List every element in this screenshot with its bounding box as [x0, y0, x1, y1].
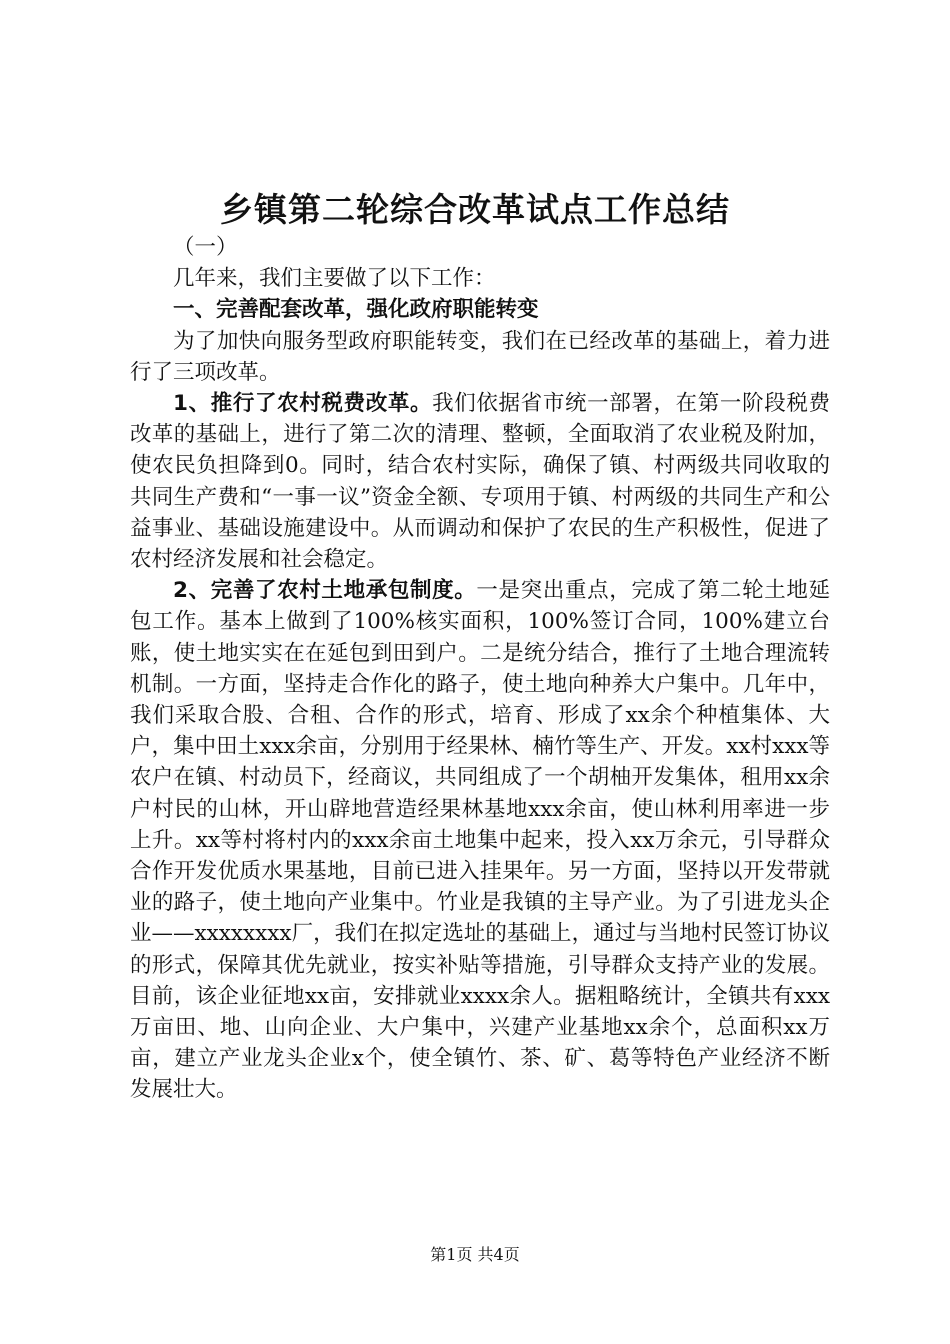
item-text-land-contract: 一是突出重点，完成了第二轮土地延包工作。基本上做到了100%核实面积，100%签订合同，100%建立台账，使土地实实在在延包到田到户。二是统分结合，推行了土地合理流转机制。一方面，坚持走合作化的路子，使土地向种养大户集中。几年中，我们采取合股、合租、合作的形式，培育、形成了xx余个种植集体、大户，集中田土xxx余亩，分别用于经果林、楠竹等生产、开发。xx村xxx等农户在镇、村动员下，经商议，共同组成了一个胡柚开发集体，租用xx余户村民的山林，开山辟地营造经果林基地xxx余亩，使山林利用率进一步上升。xx等村将村内的xxx余亩土地集中起来，投入xx万余元，引导群众合作开发优质水果基地，目前已进入挂果年。另一方面，坚持以开发带就业的路子，使土地向产业集中。竹业是我镇的主导产业。为了引进龙头企业——xxxxxxxx厂，我们在拟定选址的基础上，通过与当地村民签订协议的形式，保障其优先就业，按实补贴等措施，引导群众支持产业的发展。目前，该企业征地xx亩，安排就业xxxx余人。据粗略统计，全镇共有xxx万亩田、地、山向企业、大户集中，兴建产业基地xx余个，总面积xx万亩，建立产业龙头企业x个，使全镇竹、茶、矿、葛等特色产业经济不断发展壮大。 [130, 578, 830, 1103]
section-heading: 一、完善配套改革，强化政府职能转变 [173, 297, 539, 323]
document-body [130, 232, 830, 1106]
document-title: 乡镇第二轮综合改革试点工作总结 [220, 190, 730, 229]
item-text-tax-reform: 我们依据省市统一部署，在第一阶段税费改革的基础上，进行了第二次的清理、整顿，全面取消了农业税及附加，使农民负担降到0。同时，结合农村实际，确保了镇、村两级共同收取的共同生产费和“一事一议”资金全额、专项用于镇、村两级的共同生产和公益事业、基础设施建设中。从而调动和保护了农民的生产积极性，促进了农村经济发展和社会稳定。 [130, 391, 830, 573]
item-lead-tax-reform: 1、推行了农村税费改革。 [173, 391, 433, 417]
item-lead-land-contract: 2、完善了农村土地承包制度。 [173, 578, 477, 604]
section-marker: （一） [173, 235, 238, 260]
paragraph-reform-intro: 为了加快向服务型政府职能转变，我们在已经改革的基础上，着力进行了三项改革。 [130, 328, 830, 385]
paragraph-tax-reform [130, 388, 830, 575]
intro-paragraph: 几年来，我们主要做了以下工作： [173, 266, 496, 292]
paragraph-land-contract [130, 575, 830, 1105]
page-footer: 第1页 共4页 [430, 1245, 520, 1264]
